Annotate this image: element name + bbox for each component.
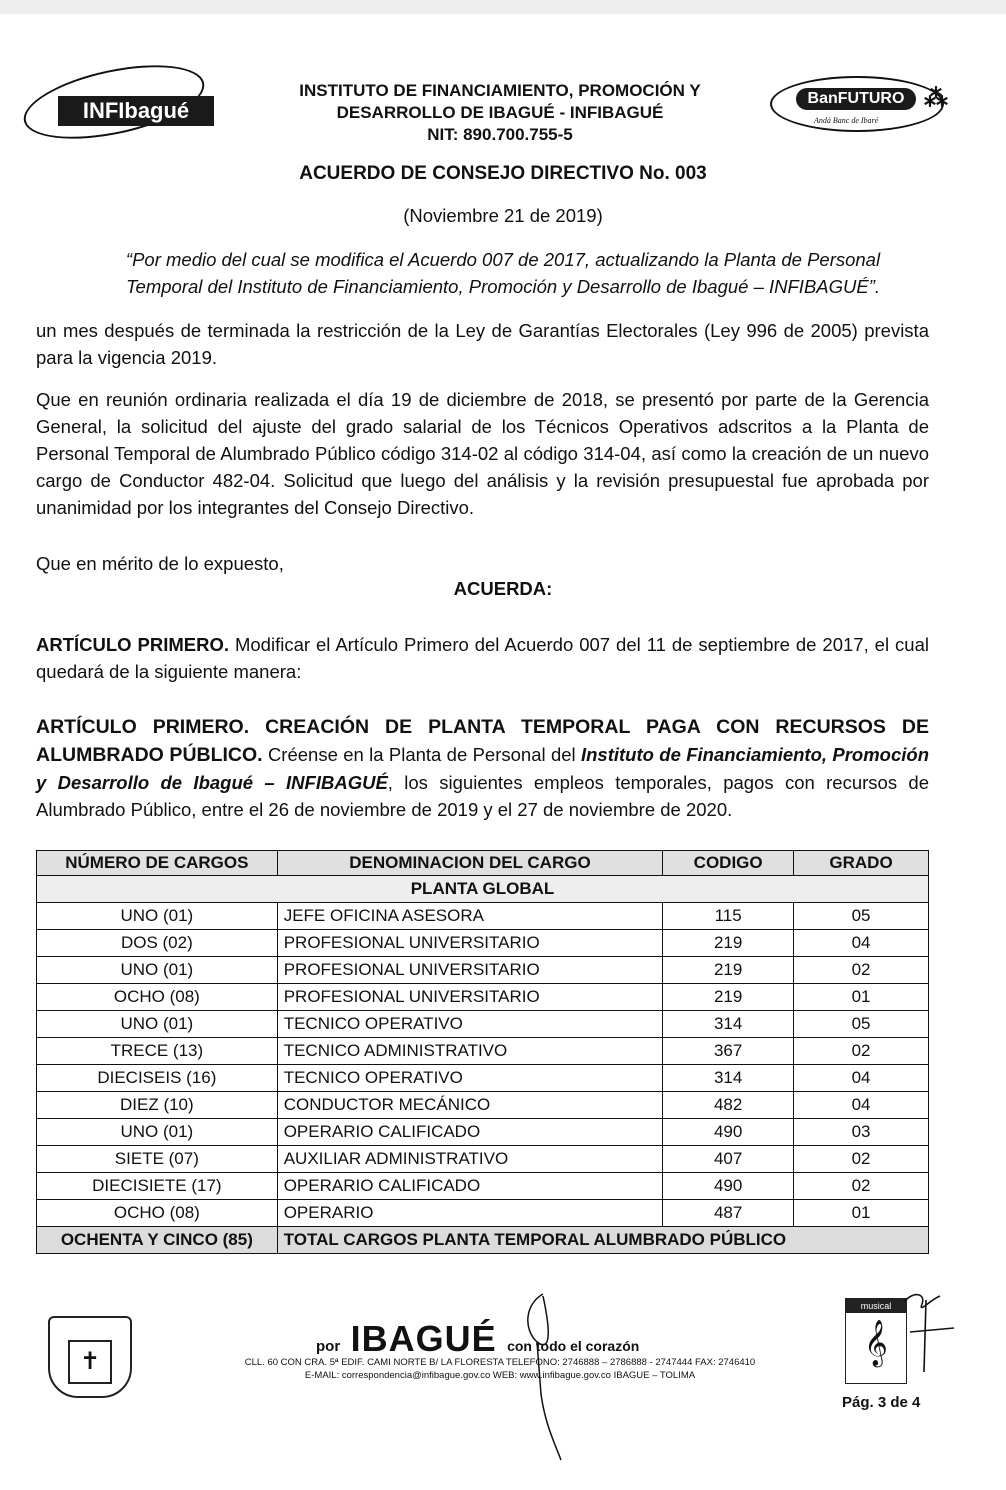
institution-line1: INSTITUTO DE FINANCIAMIENTO, PROMOCIÓN Y [299,81,701,100]
cell-codigo: 219 [663,984,794,1011]
cell-grado: 02 [794,957,929,984]
positions-table-body [37,851,929,1254]
cell-codigo: 487 [663,1200,794,1227]
cell-numero: DIECISIETE (17) [37,1173,278,1200]
cell-numero: DIECISEIS (16) [37,1065,278,1092]
subtitle-line2: Temporal del Instituto de Financiamiento, Promoción y Desarrollo de Ibagué – INFIBAGUÉ”. [125,276,881,297]
cell-codigo: 314 [663,1011,794,1038]
document-subtitle [0,246,1006,300]
cell-numero: OCHO (08) [37,1200,278,1227]
banfuturo-logo [768,76,948,136]
header-codigo: CODIGO [663,851,794,876]
cell-codigo: 490 [663,1119,794,1146]
cell-grado: 04 [794,930,929,957]
logo-left-text: INFIbagué [58,96,214,126]
table-row [37,1119,929,1146]
table-row [37,903,929,930]
table-row [37,930,929,957]
cell-denominacion: TECNICO OPERATIVO [277,1011,663,1038]
signature-icon [505,1284,585,1464]
cell-numero: UNO (01) [37,1119,278,1146]
logo-right-tagline: Andá Banc de Ibaré [814,116,879,125]
cell-grado: 02 [794,1146,929,1173]
cell-codigo: 219 [663,930,794,957]
table-row [37,984,929,1011]
cell-denominacion: PROFESIONAL UNIVERSITARIO [277,930,663,957]
cell-grado: 05 [794,903,929,930]
page-number: Pág. 3 de 4 [842,1394,921,1411]
cell-denominacion: AUXILIAR ADMINISTRATIVO [277,1146,663,1173]
table-total-row [37,1227,929,1254]
positions-table [36,850,929,1254]
cell-grado: 01 [794,984,929,1011]
table-row [37,1146,929,1173]
table-row [37,1011,929,1038]
header-grado: GRADO [794,851,929,876]
footer-por: por [316,1338,341,1355]
cell-codigo: 490 [663,1173,794,1200]
cell-grado: 01 [794,1200,929,1227]
article-2-institution: Instituto de Financiamiento, Promoción y Desarrollo de Ibagué – INFIBAGUÉ [36,744,929,793]
header-numero: NÚMERO DE CARGOS [37,851,278,876]
acuerda-heading: ACUERDA: [453,578,553,599]
subtitle-line1: “Por medio del cual se modifica el Acuerdo 007 de 2017, actualizando la Planta de Personal [125,249,881,270]
cell-grado: 04 [794,1092,929,1119]
cell-denominacion: TECNICO ADMINISTRATIVO [277,1038,663,1065]
cell-grado: 05 [794,1011,929,1038]
article-2-text-2: , los siguientes empleos temporales, pagos con recursos de Alumbrado Público, entre el 26 de noviembre de 2019 y el 27 de noviembre de 2020. [36,772,930,820]
table-row [37,1173,929,1200]
table-row [37,1065,929,1092]
total-label: TOTAL CARGOS PLANTA TEMPORAL ALUMBRADO PÚBLICO [277,1227,928,1254]
cell-codigo: 314 [663,1065,794,1092]
cell-grado: 02 [794,1173,929,1200]
institution-line2: DESARROLLO DE IBAGUÉ - INFIBAGUÉ [336,103,664,122]
cell-numero: DOS (02) [37,930,278,957]
paragraph-3: Que en mérito de lo expuesto, [36,553,284,574]
cell-numero: UNO (01) [37,903,278,930]
cell-numero: OCHO (08) [37,984,278,1011]
article-2-text-1: Créense en la Planta de Personal del [262,744,581,765]
scan-top-bar [0,0,1006,14]
footer-city: IBAGUÉ [350,1318,497,1359]
article-2 [36,713,929,823]
section-label: PLANTA GLOBAL [37,876,929,903]
table-header-row [37,851,929,876]
cell-denominacion: PROFESIONAL UNIVERSITARIO [277,957,663,984]
cell-codigo: 115 [663,903,794,930]
logo-right-text: BanFUTURO [796,88,916,110]
cell-grado: 04 [794,1065,929,1092]
paragraph-2: Que en reunión ordinaria realizada el día 19 de diciembre de 2018, se presentó por parte de la Gerencia General, la solicitud del ajuste del grado salarial de los Técnicos Operativos adscritos a la Planta de Personal Temporal de Alumbrado Público código 314-02 al código 314-04, así como la creación de un nuevo cargo de Conductor 482-04. Solicitud que luego del análisis y la revisión presupuestal fue aprobada por unanimidad por los integrantes del Consejo Directivo. [36,389,929,518]
ibague-footer-logo [316,1318,639,1360]
cell-denominacion: TECNICO OPERATIVO [277,1065,663,1092]
cell-codigo: 482 [663,1092,794,1119]
cell-numero: DIEZ (10) [37,1092,278,1119]
article-1-heading: ARTÍCULO PRIMERO. [36,634,230,655]
table-row [37,957,929,984]
cell-numero: SIETE (07) [37,1146,278,1173]
total-count: OCHENTA Y CINCO (85) [37,1227,278,1254]
footer-slogan: con todo el corazón [507,1338,640,1354]
footer-address: CLL. 60 CON CRA. 5ª EDIF. CAMI NORTE B/ LA FLORESTA TELEFONO: 2746888 – 2786888 - 2747444 FAX: 2746410 [244,1357,756,1368]
initials-signature-icon [896,1282,960,1382]
treble-clef-icon: 𝄞 [864,1321,888,1365]
cell-numero: UNO (01) [37,957,278,984]
cell-grado: 03 [794,1119,929,1146]
header-denominacion: DENOMINACION DEL CARGO [277,851,663,876]
table-section-row [37,876,929,903]
cell-denominacion: OPERARIO [277,1200,663,1227]
footer-email: E-MAIL: correspondencia@infibague.gov.co WEB: www.infibague.gov.co IBAGUE – TOLIMA [304,1370,696,1381]
table-row [37,1038,929,1065]
article-1 [36,631,929,685]
article-2-heading: ARTÍCULO PRIMERO. CREACIÓN DE PLANTA TEMPORAL PAGA CON RECURSOS DE ALUMBRADO PÚBLICO. [36,716,929,766]
cell-grado: 02 [794,1038,929,1065]
cell-codigo: 407 [663,1146,794,1173]
table-row [37,1092,929,1119]
article-1-text: Modificar el Artículo Primero del Acuerdo 007 del 11 de septiembre de 2017, el cual quedará de la siguiente manera: [36,634,929,682]
document-title: ACUERDO DE CONSEJO DIRECTIVO No. 003 [299,163,707,184]
infibague-logo [18,62,218,140]
cell-numero: TRECE (13) [37,1038,278,1065]
stamp-label: musical [846,1299,906,1313]
paragraph-1: un mes después de terminada la restricción de la Ley de Garantías Electorales (Ley 996 de 2005) prevista para la vigencia 2019. [36,320,929,368]
cell-denominacion: OPERARIO CALIFICADO [277,1173,663,1200]
cell-numero: UNO (01) [37,1011,278,1038]
cell-denominacion: CONDUCTOR MECÁNICO [277,1092,663,1119]
document-date: (Noviembre 21 de 2019) [403,205,603,226]
cell-denominacion: PROFESIONAL UNIVERSITARIO [277,984,663,1011]
ibague-coat-of-arms-icon: ✝ [48,1316,132,1398]
cell-codigo: 219 [663,957,794,984]
cell-codigo: 367 [663,1038,794,1065]
cell-denominacion: JEFE OFICINA ASESORA [277,903,663,930]
person-icon: ⁂ [924,85,948,112]
cell-denominacion: OPERARIO CALIFICADO [277,1119,663,1146]
table-row [37,1200,929,1227]
nit: NIT: 890.700.755-5 [427,125,573,144]
